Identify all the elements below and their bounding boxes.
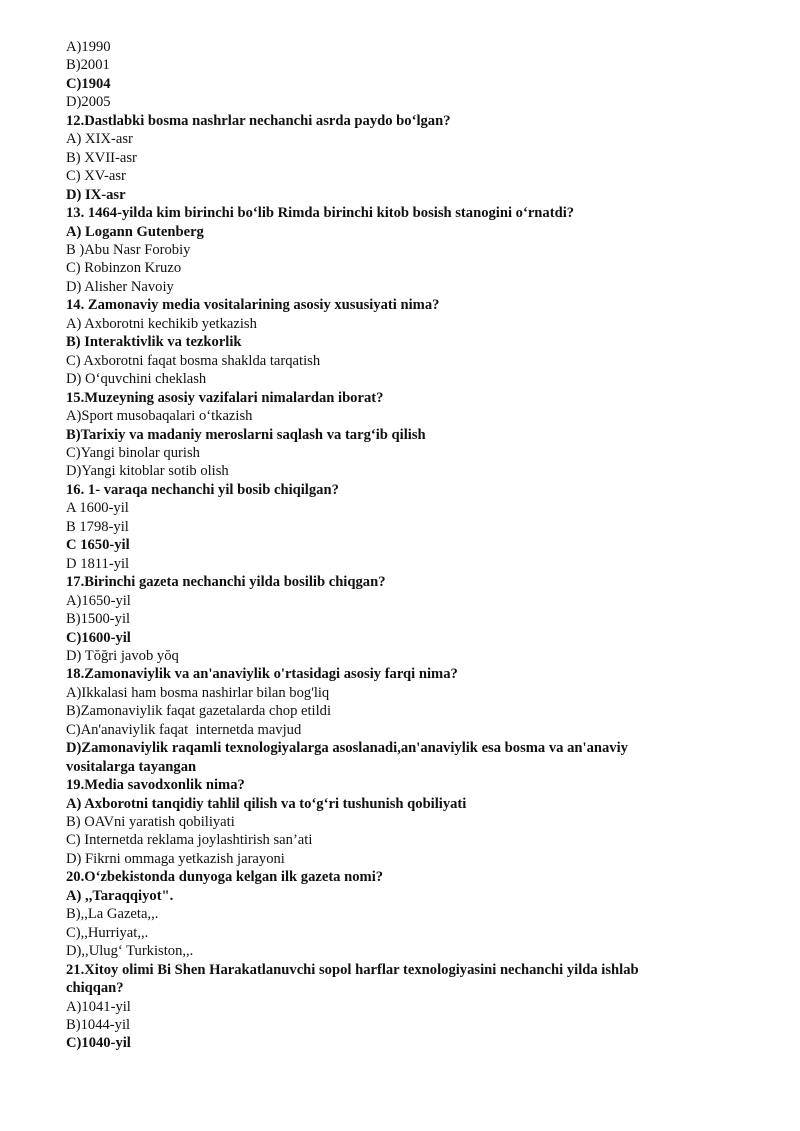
answer-option: D) Tŏğri javob yŏq xyxy=(66,647,179,664)
correct-answer-option: D) IX-asr xyxy=(66,186,126,203)
question-text: 17.Birinchi gazeta nechanchi yilda bosilib chiqgan? xyxy=(66,574,386,591)
question-text: 16. 1- varaqa nechanchi yil bosib chiqilgan? xyxy=(66,481,339,498)
question-text: 13. 1464-yilda kim birinchi bo‘lib Rimda birinchi kitob bosish stanogini o‘rnatdi? xyxy=(66,205,575,222)
correct-answer-option: D)Zamonaviylik raqamli texnologiyalarga asoslanadi,an'anaviylik esa bosma va an'anaviy xyxy=(66,740,628,757)
answer-option: C) XV-asr xyxy=(66,168,126,185)
correct-answer-option: A) Axborotni tanqidiy tahlil qilish va to‘g‘ri tushunish qobiliyati xyxy=(66,795,467,812)
answer-option: A)1990 xyxy=(66,39,111,55)
correct-answer-option: C)1600-yil xyxy=(66,629,131,646)
question-text: 12.Dastlabki bosma nashrlar nechanchi asrda paydo bo‘lgan? xyxy=(66,112,451,129)
answer-option: D)2005 xyxy=(66,94,111,111)
answer-option: B )Abu Nasr Forobiy xyxy=(66,241,191,258)
answer-option: D 1811-yil xyxy=(66,555,130,572)
answer-option: C)An'anaviylik faqat internetda mavjud xyxy=(66,721,302,738)
correct-answer-option: B) Interaktivlik va tezkorlik xyxy=(66,334,242,351)
answer-option: A)1041-yil xyxy=(66,998,131,1015)
question-text: 15.Muzeyning asosiy vazifalari nimalardan iborat? xyxy=(66,389,384,406)
answer-option: D)Yangi kitoblar sotib olish xyxy=(66,463,229,480)
document-page xyxy=(66,38,766,1053)
correct-answer-option: B)Tarixiy va madaniy meroslarni saqlash va targ‘ib qilish xyxy=(66,426,426,443)
correct-answer-option: C)1040-yil xyxy=(66,1035,131,1052)
answer-option: A)Sport musobaqalari o‘tkazish xyxy=(66,408,253,425)
answer-option: A)Ikkalasi ham bosma nashirlar bilan bog'liq xyxy=(66,684,330,701)
answer-option: C) Internetda reklama joylashtirish san’ati xyxy=(66,832,313,849)
answer-option: B)1500-yil xyxy=(66,611,131,628)
answer-option: C),,Hurriyat,,. xyxy=(66,924,149,941)
answer-option: B)Zamonaviylik faqat gazetalarda chop etildi xyxy=(66,703,332,720)
answer-option: D),,Ulug‘ Turkiston,,. xyxy=(66,943,194,960)
answer-option: C) Robinzon Kruzo xyxy=(66,260,182,277)
answer-option: C)Yangi binolar qurish xyxy=(66,444,200,461)
correct-answer-option: vositalarga tayangan xyxy=(66,758,197,775)
answer-option: A) XIX-asr xyxy=(66,131,133,148)
answer-option: C) Axborotni faqat bosma shaklda tarqatish xyxy=(66,352,321,369)
correct-answer-option: A) ,,Taraqqiyot". xyxy=(66,887,174,904)
answer-option: B)2001 xyxy=(66,57,110,74)
question-text: 20.O‘zbekistonda dunyoga kelgan ilk gazeta nomi? xyxy=(66,869,384,886)
answer-option: A 1600-yil xyxy=(66,500,129,517)
question-text: 19.Media savodxonlik nima? xyxy=(66,777,245,794)
correct-answer-option: C 1650-yil xyxy=(66,537,130,554)
answer-option: D) Fikrni ommaga yetkazish jarayoni xyxy=(66,850,285,867)
correct-answer-option: C)1904 xyxy=(66,75,111,92)
answer-option: B) OAVni yaratish qobiliyati xyxy=(66,814,235,831)
answer-option: A) Axborotni kechikib yetkazish xyxy=(66,315,257,332)
answer-option: B) XVII-asr xyxy=(66,149,137,166)
question-text: 21.Xitoy olimi Bi Shen Harakatlanuvchi sopol harflar texnologiyasini nechanchi yilda ishlab xyxy=(66,961,639,978)
correct-answer-option: A) Logann Gutenberg xyxy=(66,223,204,240)
answer-option: D) Alisher Navoiy xyxy=(66,278,174,295)
question-text: 14. Zamonaviy media vositalarining asosiy xususiyati nima? xyxy=(66,297,440,314)
answer-option: B)1044-yil xyxy=(66,1017,131,1034)
answer-option: D) O‘quvchini cheklash xyxy=(66,371,207,388)
question-text: chiqqan? xyxy=(66,980,124,997)
question-text: 18.Zamonaviylik va an'anaviylik o'rtasidagi asosiy farqi nima? xyxy=(66,666,458,683)
answer-option: B 1798-yil xyxy=(66,518,129,535)
answer-option: A)1650-yil xyxy=(66,592,131,609)
answer-option: B),,La Gazeta,,. xyxy=(66,906,159,923)
